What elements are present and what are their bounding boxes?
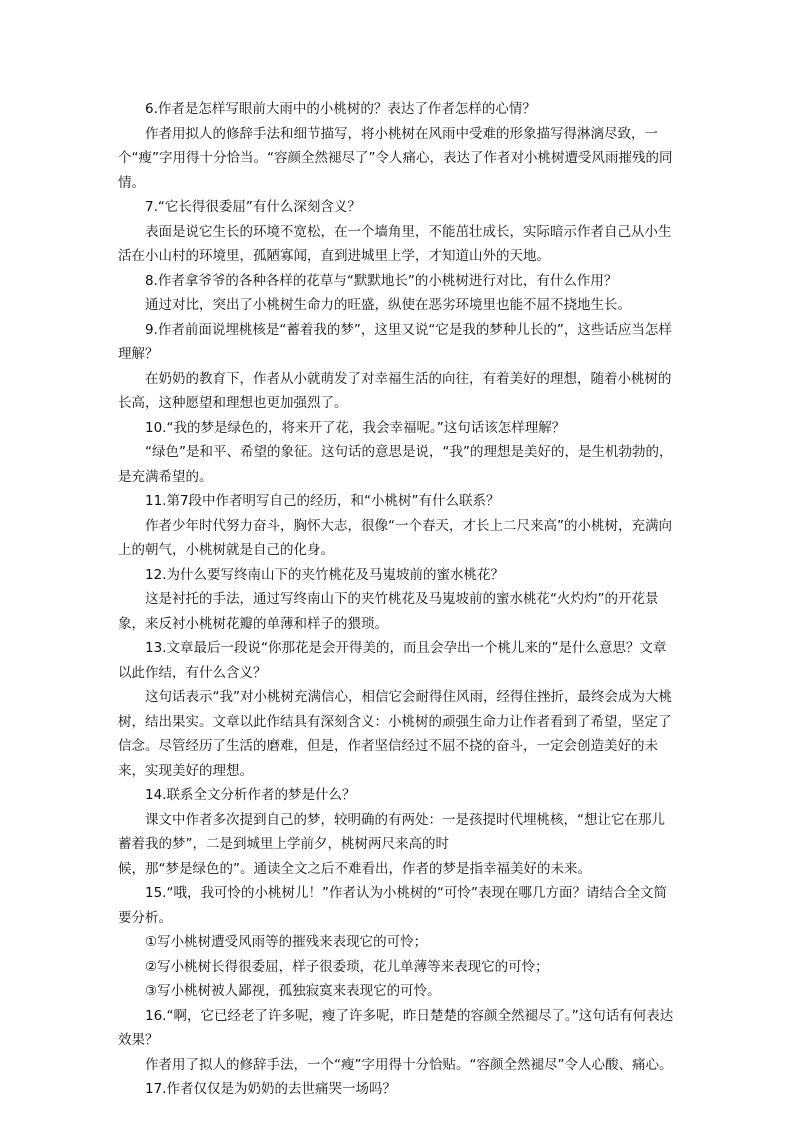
answer-paragraph: ②写小桃树长得很委屈，样子很委琐，花儿单薄等来表现它的可怜； <box>145 958 549 975</box>
question-paragraph: 9.作者前面说埋桃核是“蓄着我的梦”，这里又说“它是我的梦种儿长的”，这些话应当怎样理解？ <box>118 321 672 362</box>
answer-paragraph: ③写小桃树被人鄙视，孤独寂寞来表现它的可怜。 <box>145 983 441 999</box>
answer-paragraph: 课文中作者多次提到自己的梦，较明确的有两处：一是孩提时代埋桃核，“想让它在那儿蓄着我的梦”，二是到城里上学前夕，桃树两尺来高的时 <box>118 811 665 852</box>
answer-paragraph: 作者用了拟人的修辞手法，一个“瘦”字用得十分恰贴。“容颜全然褪尽”令人心酸、痛心。 <box>145 1056 673 1073</box>
question-paragraph: 7.“它长得很委屈”有什么深刻含义？ <box>145 199 361 215</box>
answer-paragraph: 这是衬托的手法，通过写终南山下的夹竹桃花及马嵬坡前的蜜水桃花“火灼灼”的开花景象，来反衬小桃树花瓣的单薄和样子的猥琐。 <box>118 591 659 632</box>
question-paragraph: 16.“啊，它已经老了许多呢，瘦了许多呢，昨日楚楚的容颜全然褪尽了。”这句话有何表达效果？ <box>118 1007 674 1048</box>
question-paragraph: 12.为什么要写终南山下的夹竹桃花及马嵬坡前的蜜水桃花？ <box>145 566 504 583</box>
question-paragraph: 15.“哦，我可怜的小桃树儿！”作者认为小桃树的“可怜”表现在哪几方面？请结合全文简要分析。 <box>118 885 667 926</box>
answer-paragraph: 这句话表示“我”对小桃树充满信心，相信它会耐得住风雨，经得住挫折，最终会成为大桃树，结出果实。文章以此作结具有深刻含义：小桃树的顽强生命力让作者看到了希望，坚定了信念。尽管经历了生活的磨难，但是，作者坚信经过不屈不挠的奋斗，一定会创造美好的未来，实现美好的理想。 <box>118 689 672 779</box>
question-paragraph: 14.联系全文分析作者的梦是什么？ <box>145 787 356 803</box>
question-paragraph: 13.文章最后一段说“你那花是会开得美的，而且会孕出一个桃儿来的”是什么意思？文章以此作结，有什么含义？ <box>118 640 667 681</box>
answer-paragraph: 作者用拟人的修辞手法和细节描写，将小桃树在风雨中受难的形象描写得淋漓尽致，一个“瘦”字用得十分恰当。“容颜全然褪尽了”令人痛心，表达了作者对小桃树遭受风雨摧残的同情。 <box>118 125 673 191</box>
question-paragraph: 17.作者仅仅是为奶奶的去世痛哭一场吗？ <box>145 1081 396 1097</box>
question-paragraph: 11.第7段中作者明写自己的经历，和“小桃树”有什么联系？ <box>145 493 500 509</box>
answer-paragraph: “绿色”是和平、希望的象征。这句话的意思是说，“我”的理想是美好的，是生机勃勃的，是充满希望的。 <box>118 444 673 485</box>
answer-paragraph: 表面是说它生长的环境不宽松，在一个墙角里，不能茁壮成长，实际暗示作者自己从小生活在小山村的环境里，孤陋寡闻，直到进城里上学，才知道山外的天地。 <box>118 223 672 264</box>
answer-paragraph: ①写小桃树遭受风雨等的摧残来表现它的可怜； <box>145 934 428 950</box>
answer-paragraph: 通过对比，突出了小桃树生命力的旺盛，纵使在恶劣环境里也能不屈不挠地生长。 <box>145 297 631 313</box>
question-paragraph: 8.作者拿爷爷的各种各样的花草与“默默地长”的小桃树进行对比，有什么作用？ <box>145 272 618 289</box>
question-paragraph: 6.作者是怎样写眼前大雨中的小桃树的？表达了作者怎样的心情？ <box>145 101 536 117</box>
document-body <box>118 97 678 1102</box>
answer-paragraph: 作者少年时代努力奋斗，胸怀大志，很像“一个春天，才长上二尺来高”的小桃树，充满向上的朝气，小桃树就是自己的化身。 <box>118 517 672 558</box>
question-paragraph: 10.“我的梦是绿色的，将来开了花，我会幸福呢。”这句话该怎样理解？ <box>145 419 566 436</box>
answer-paragraph: 在奶奶的教育下，作者从小就萌发了对幸福生活的向往，有着美好的理想，随着小桃树的长高，这种愿望和理想也更加强烈了。 <box>118 370 672 411</box>
answer-paragraph: 候，那“梦是绿色的”。通读全文之后不难看出，作者的梦是指幸福美好的未来。 <box>118 860 591 877</box>
